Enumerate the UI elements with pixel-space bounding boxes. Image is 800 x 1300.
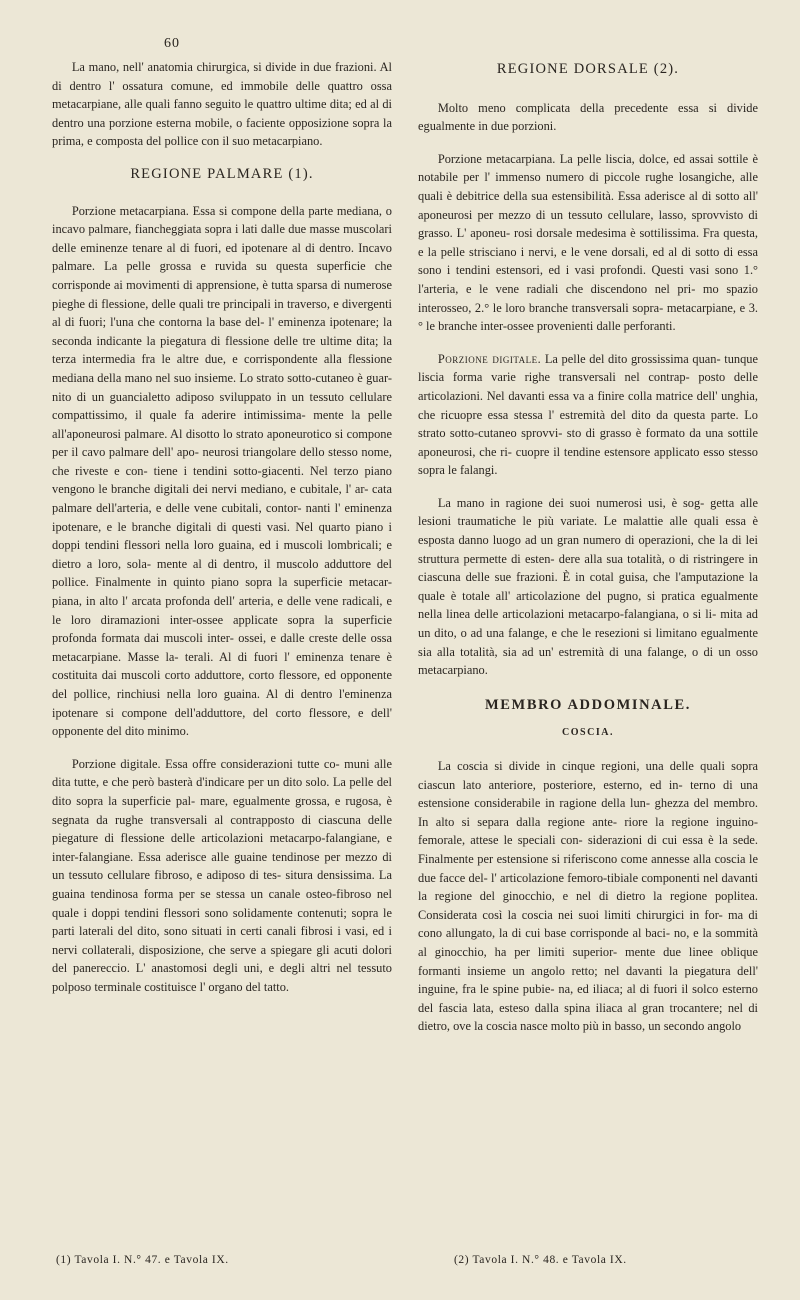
paragraph-dorsal-intro: Molto meno complicata della precedente essa si divide egualmente in due porzioni. — [418, 100, 758, 134]
left-column — [52, 58, 392, 997]
subheading-coscia: COSCIA. — [562, 727, 614, 739]
footnote-left: (1) Tavola I. N.° 47. e Tavola IX. — [56, 1254, 229, 1266]
right-column — [418, 60, 758, 1036]
paragraph-thigh: La coscia si divide in cinque regioni, una delle quali sopra ciascun lato anteriore, posteriore, esterno, ed in- terno di una estensione considerabile in ragione della lun- ghezza del membro. In alto si separa dalla regione ante- riore la regione inguino-femorale, attese le speciali con- siderazioni di cui essa è la sede. Finalmente per estensione si riferiscono come annesse alla coscia le due facce del- l' articolazione femoro-tibiale componenti nel davanti la regione del ginocchio, e nel di dietro la regione poplitea. Considerata così la coscia nei suoi limiti chirurgici in for- ma di cono allungato, la di cui base corrisponde al baci- no, e la sommità al ginocchio, ha per limiti superior- mente due linee oblique formanti insieme un angolo retto; nel davanti la piegatura dell' inguine, fra le spine pubie- na, ed iliaca; al di fuori il solco esterno del fascia lata, esteso dalla spina iliaca al gran trocantere; nel di dietro, ove la coscia nasce molto più in basso, un secondo angolo — [418, 759, 758, 1034]
page-number: 60 — [164, 36, 180, 51]
paragraph-digital-dorsal — [418, 350, 758, 480]
paragraph-metacarpal-palmar: Porzione metacarpiana. Essa si compone della parte mediana, o incavo palmare, fiancheggiata sopra i lati dalle due masse muscolari delle eminenze tenare al di fuori, ed ipotenare al di dentro. Incavo palmare. La pelle grossa e ruvida su questa superficie che corrisponde ai movimenti di apprensione, è tutta sparsa di numerose pieghe di flessione, delle quali tre principali in traverso, e divergenti al di fuori; l'una che contorna la base del- l' eminenza ipotenare; la seconda indicante la piegatura di flessione delle tre ultime dita; la terza intermedia fra le altre due, e corrispondente alla flessione mediana della mano nel suo insieme. Lo strato sotto-cutaneo è guar- nito di un guancialetto adiposo sviluppato in un tessuto cellulare compattissimo, il quale fa aderire intimissima- mente la pelle all'aponeurosi palmare. Al disotto lo strato aponeurotico si compone per il cavo palmare dell' apo- neurosi triangolare dello stesso nome, che riveste e con- tiene i tendini sotto-giacenti. Nel terzo piano vengono le branche digitali dei nervi mediano, e cubitale, l' ar- cata palmare dell'arteria, e delle vene cubitali, contor- nanti l' eminenza ipotenare, e le branche digitali di questi vasi. Nel quarto piano i doppi tendini flessori nella loro guaina, ed i muscoli lombricali; e dietro a loro, sola- mente al di dentro, il muscolo adduttore del pollice. Finalmente in quinto piano sopra la superficie metacar- piana, in alto l' arcata profonda dell' arteria, e delle vene radicali, e le loro diramazioni inter-ossee applicate sopra la superficie profonda formata dai muscoli inter- ossei, e dalle creste delle ossa metacarpiane. Masse la- terali. Al di fuori l' eminenza tenare è costituita dai muscoli corto adduttore, corto flessore, ed opponente del pollice, rinchiusi nella loro guaina. Al di dentro l'eminenza ipotenare si compone dell'adduttore, del corto flessore, e dell' opponente del dito minimo. — [52, 203, 392, 739]
footnote-right: (2) Tavola I. N.° 48. e Tavola IX. — [454, 1254, 627, 1266]
paragraph-hand-operations: La mano in ragione dei suoi numerosi usi, è sog- getta alle lesioni traumatiche le più variate. Le malattie alle quali essa è esposta danno luogo ad un gran numero di operazioni, che la di lei struttura permette di esten- dere alla sua totalità, o di ristringere in ciascuna delle sue frazioni. È in cotal guisa, che l'amputazione la quale è totale all' articolazione del pugno, si pratica egualmente nella linea delle articolazioni metacarpo-falangiana, o si li- mita ad un dito, o ad una falange, e che le resezioni si limitano egualmente sia alla totalità, sia ad un' estremità di una falange, o di un osso metacarpiano. — [418, 495, 758, 678]
intro-paragraph: La mano, nell' anatomia chirurgica, si divide in due frazioni. Al di dentro l' ossatura comune, ed immobile delle quattro ossa metacarpiane, alle quali fanno seguito le quattro ultime dita; ed al di dentro una porzione esterna mobile, o faciente opposizione sopra la prima, e composta del pollice con il suo metacarpiano. — [52, 60, 392, 149]
digital-body: La pelle del dito grossissima quan- tunque liscia forma varie righe transversali nel contrap- posto delle articolazioni. Nel davanti essa va a finire colla matrice dell' unghia, che ricuopre essa stessa l' estremità del dito da questa parte. Lo strato sotto-cutaneo sprovvi- sto di grasso è formato da una sottile aponeurosi, che ri- cuopre il tendine estensore applicato esso stesso sopra le falangi. — [418, 351, 758, 478]
section-heading-palmare: REGIONE PALMARE (1). — [130, 165, 314, 182]
section-heading-dorsale: REGIONE DORSALE (2). — [496, 61, 680, 77]
paragraph-digital-palmar: Porzione digitale. Essa offre considerazioni tutte co- muni alle dita tutte, e che però basterà d'indicare per un dito solo. La pelle del dito sopra la superficie pal- mare, egualmente grossa, e rugosa, è segnata da rughe transversali al contrapposto di ciascuna delle piegature di flessione delle articolazioni metacarpo-falangiane, e inter-falangiane. Essa aderisce alle guaine tendinose per mezzo di un tessuto cellulare fibroso, e adiposo di tes- situra densissima. La guaina tendinosa forma per se stessa un canale osteo-fibroso nel quale i doppi tendini flessori sono solidamente contenuti; sopra le parti laterali del dito, sono situati in certi canali fibrosi i vasi, ed i nervi collaterali, disposizione, che serve a spiegare gli acuti dolori del panereccio. L' anastomosi degli uni, e degli altri nel tessuto polposo terminale costituisce l' organo del tatto. — [52, 756, 392, 994]
digital-lead: Porzione digitale. — [437, 351, 542, 366]
section-heading-membro: MEMBRO ADDOMINALE. — [484, 696, 692, 713]
paragraph-metacarpal-dorsal: Porzione metacarpiana. La pelle liscia, dolce, ed assai sottile è notabile per l' immenso numero di piccole rughe losangiche, alle quali è debitrice della sua estensibilità. Essa aderisce al di sotto all' aponeurosi per mezzo di un tessuto cellulare, lasso, sprovvisto di grasso. L' aponeu- rosi dorsale medesima è sottilissima. Fra questa, e la pelle strisciano i nervi, e le vene dorsali, ed al di sotto di essa sono i tendini estensori, ed i vasi profondi. Questi vasi sono 1.° l'arteria, e le vene radiali che discendono nel pri- mo spazio interosseo, 2.° le loro branche transversali sopra- metacarpiane, e 3.° le branche inter-ossee provenienti dalle perforanti. — [418, 151, 758, 334]
